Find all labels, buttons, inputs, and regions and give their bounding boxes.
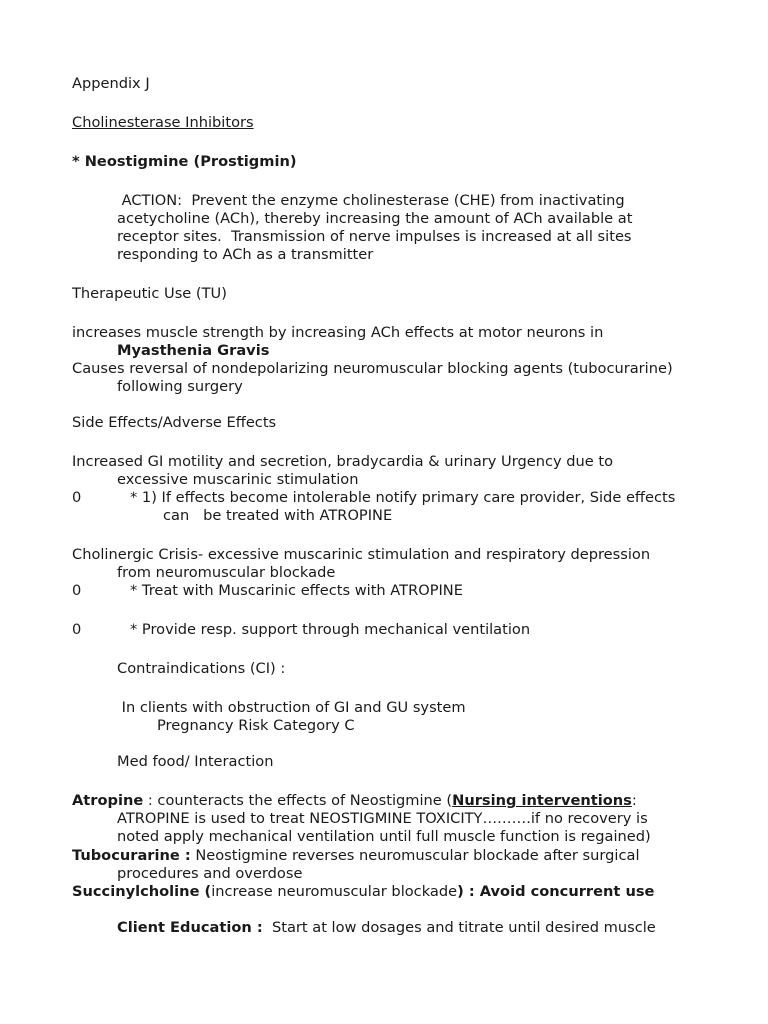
crisis-line-1: Cholinergic Crisis- excessive muscarinic stimulation and respiratory depression [72, 546, 651, 563]
side-effects-heading: Side Effects/Adverse Effects [72, 414, 277, 431]
tubocurarine-line-2: procedures and overdose [117, 865, 303, 882]
crisis-line-2: from neuromuscular blockade [117, 564, 336, 581]
tu-item-1-line-1: increases muscle strength by increasing ACh effects at motor neurons in [72, 324, 604, 341]
bullet-marker: 0 [72, 621, 82, 638]
appendix-label: Appendix J [72, 75, 150, 92]
atropine-label: Atropine [72, 792, 144, 809]
therapeutic-use-heading: Therapeutic Use (TU) [72, 285, 227, 302]
bullet-marker: 0 [72, 489, 82, 506]
tubocurarine-text: Neostigmine reverses neuromuscular blockade after surgical [190, 847, 640, 864]
side-effects-gi-bullet-line-2: can be treated with ATROPINE [163, 507, 393, 524]
contraindications-line-1: In clients with obstruction of GI and GU system [117, 699, 466, 716]
tubocurarine-line-1 [72, 847, 640, 865]
tubocurarine-label: Tubocurarine : [72, 847, 191, 864]
drug-heading: * Neostigmine (Prostigmin) [72, 153, 297, 170]
interactions-heading: Med food/ Interaction [117, 753, 274, 770]
action-line-1: ACTION: Prevent the enzyme cholinesterase (CHE) from inactivating [117, 192, 625, 209]
tu-item-2-line-1: Causes reversal of nondepolarizing neuromuscular blocking agents (tubocurarine) [72, 360, 673, 377]
client-education-label: Client Education : [117, 919, 263, 936]
atropine-line-3: noted apply mechanical ventilation until full muscle function is regained) [117, 828, 651, 845]
side-effects-gi-line-2: excessive muscarinic stimulation [117, 471, 359, 488]
succinylcholine-end: ) : Avoid concurrent use [457, 883, 655, 900]
atropine-text: : counteracts the effects of Neostigmine ( [143, 792, 453, 809]
succinylcholine-text: increase neuromuscular blockade [211, 883, 458, 900]
nursing-interventions-label: Nursing interventions [452, 792, 632, 809]
tu-item-1-line-2: Myasthenia Gravis [117, 342, 270, 359]
atropine-line-2: ATROPINE is used to treat NEOSTIGMINE TOXICITY……….if no recovery is [117, 810, 648, 827]
tu-item-2-line-2: following surgery [117, 378, 243, 395]
succinylcholine-label: Succinylcholine ( [72, 883, 212, 900]
crisis-bullet-2: * Provide resp. support through mechanical ventilation [130, 621, 531, 638]
client-education-text: Start at low dosages and titrate until desired muscle [262, 919, 656, 936]
contraindications-heading: Contraindications (CI) : [117, 660, 286, 677]
colon-text: : [631, 792, 637, 809]
client-education-line [117, 919, 656, 937]
bullet-marker: 0 [72, 582, 82, 599]
crisis-bullet-1: * Treat with Muscarinic effects with ATROPINE [130, 582, 463, 599]
action-line-4: responding to ACh as a transmitter [117, 246, 374, 263]
atropine-line-1 [72, 792, 637, 810]
action-line-2: acetycholine (ACh), thereby increasing the amount of ACh available at [117, 210, 633, 227]
contraindications-line-2: Pregnancy Risk Category C [157, 717, 355, 734]
succinylcholine-line [72, 883, 654, 901]
side-effects-gi-bullet-line-1: * 1) If effects become intolerable notify primary care provider, Side effects [130, 489, 676, 506]
section-title: Cholinesterase Inhibitors [72, 114, 254, 131]
side-effects-gi-line-1: Increased GI motility and secretion, bradycardia & urinary Urgency due to [72, 453, 614, 470]
action-line-3: receptor sites. Transmission of nerve impulses is increased at all sites [117, 228, 632, 245]
